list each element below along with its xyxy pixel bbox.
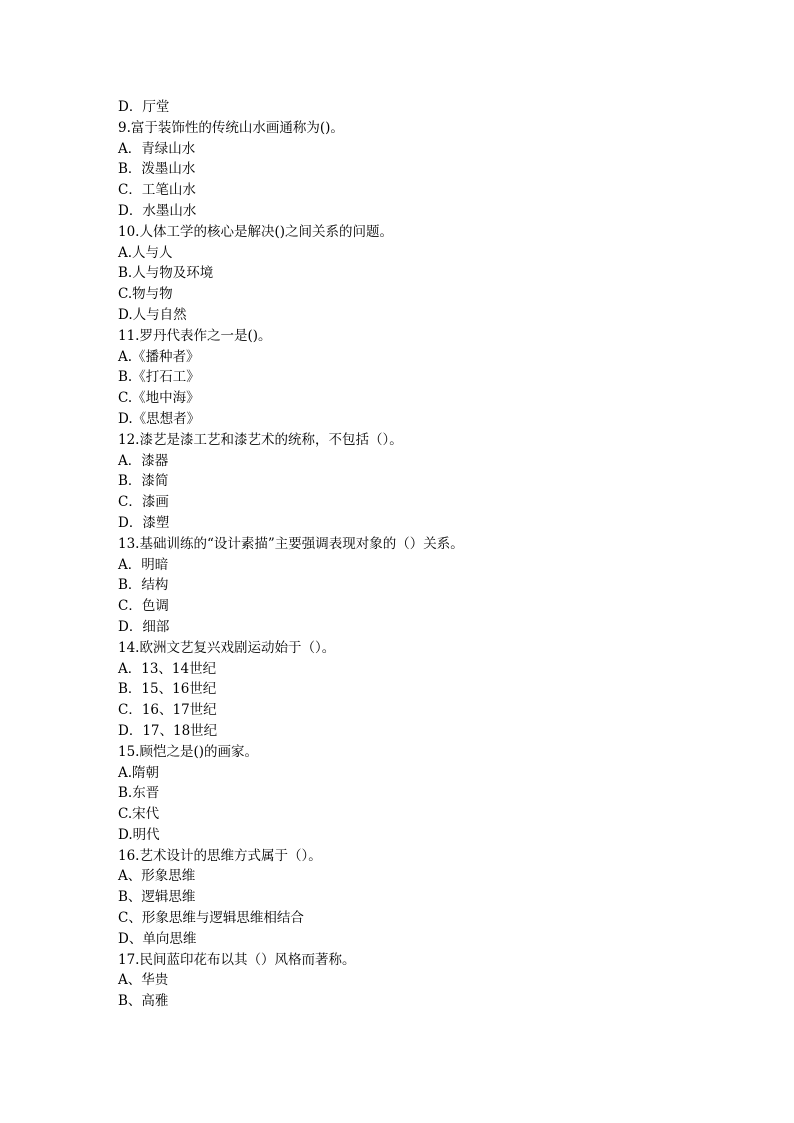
answer-option: A．青绿山水 [118, 140, 196, 157]
question-text: 14.欧洲文艺复兴戏剧运动始于（）。 [118, 639, 336, 656]
answer-option: B、逻辑思维 [118, 889, 196, 906]
answer-option: B．结构 [118, 577, 169, 594]
question-text: 13.基础训练的“设计素描”主要强调表现对象的（）关系。 [118, 535, 464, 552]
question-text: 12.漆艺是漆工艺和漆艺术的统称，不包括（）。 [118, 431, 403, 448]
document-body [118, 97, 738, 1012]
answer-option: D.人与自然 [118, 306, 187, 323]
answer-option: C．漆画 [118, 494, 169, 511]
answer-option: B．漆简 [118, 473, 169, 490]
answer-option: A、形象思维 [118, 868, 196, 885]
question-text: 16.艺术设计的思维方式属于（）。 [118, 847, 322, 864]
answer-option: D.明代 [118, 826, 160, 843]
answer-option: C.宋代 [118, 806, 160, 823]
question-text: 17.民间蓝印花布以其（）风格而著称。 [118, 951, 356, 968]
answer-option: B.东晋 [118, 785, 160, 802]
answer-option: D．水墨山水 [118, 202, 197, 219]
answer-option: C.物与物 [118, 286, 173, 303]
answer-option: A．明暗 [118, 556, 169, 573]
answer-option: D．细部 [118, 618, 170, 635]
answer-option: B、高雅 [118, 993, 169, 1010]
answer-option: D．17、18世纪 [118, 722, 218, 739]
answer-option: D、单向思维 [118, 930, 197, 947]
answer-option: C、形象思维与逻辑思维相结合 [118, 910, 304, 927]
question-text: 10.人体工学的核心是解决()之间关系的问题。 [118, 223, 394, 240]
answer-option: C．色调 [118, 598, 169, 615]
answer-option: D．漆塑 [118, 514, 170, 531]
answer-option: C．16、17世纪 [118, 702, 217, 719]
answer-option: B.《打石工》 [118, 369, 200, 386]
answer-option: A、华贵 [118, 972, 169, 989]
answer-option: A.隋朝 [118, 764, 160, 781]
answer-option: A.人与人 [118, 244, 173, 261]
answer-option: D.《思想者》 [118, 410, 201, 427]
question-text: 15.顾恺之是()的画家。 [118, 743, 259, 760]
answer-option: D．厅堂 [118, 99, 170, 115]
question-text: 9.富于装饰性的传统山水画通称为()。 [118, 119, 344, 136]
answer-option: C.《地中海》 [118, 390, 200, 407]
answer-option: B．泼墨山水 [118, 161, 196, 178]
answer-option: A.《播种者》 [118, 348, 200, 365]
answer-option: B．15、16世纪 [118, 681, 217, 698]
answer-option: A．13、14世纪 [118, 660, 217, 677]
question-text: 11.罗丹代表作之一是()。 [118, 327, 272, 344]
answer-option: A．漆器 [118, 452, 169, 469]
answer-option: B.人与物及环境 [118, 265, 214, 282]
answer-option: C．工笔山水 [118, 182, 196, 199]
